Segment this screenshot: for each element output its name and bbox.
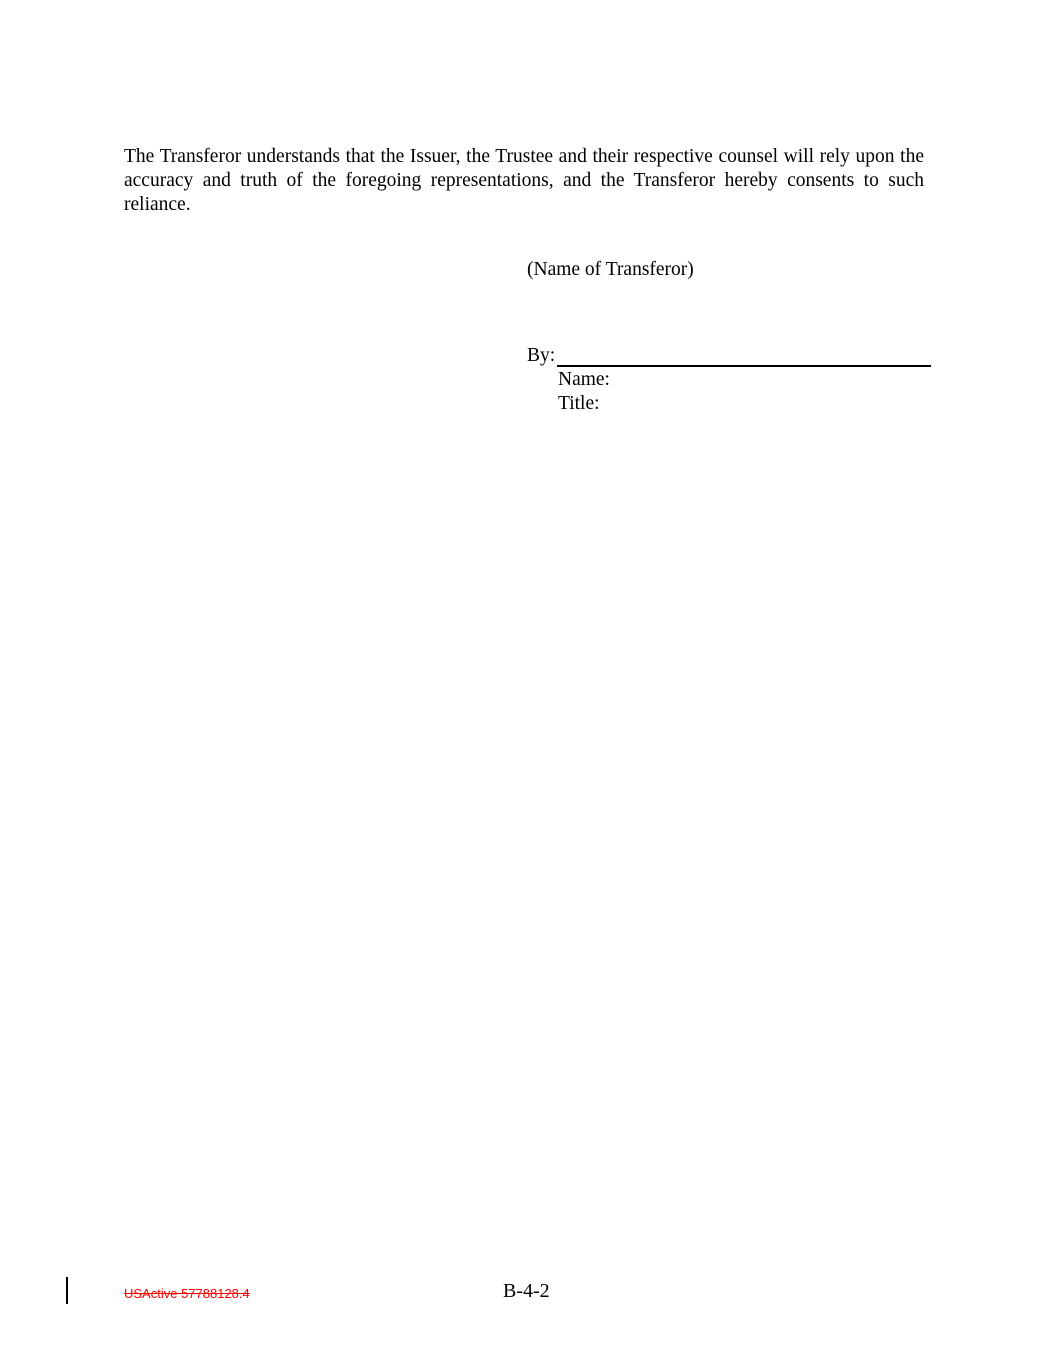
title-label: Title: [558,393,600,414]
name-of-transferor-label: (Name of Transferor) [527,259,694,280]
page-number: B-4-2 [503,1280,550,1302]
revision-change-bar [66,1277,68,1304]
document-id-footer: USActive 57788128.4 [124,1286,250,1301]
name-label: Name: [558,369,610,390]
signature-line [557,365,931,367]
body-paragraph: The Transferor understands that the Issuer, the Trustee and their respective counsel will rely upon the accuracy and truth of the foregoing representations, and the Transferor hereby consents to such reliance. [124,146,924,215]
by-label: By: [527,345,556,366]
